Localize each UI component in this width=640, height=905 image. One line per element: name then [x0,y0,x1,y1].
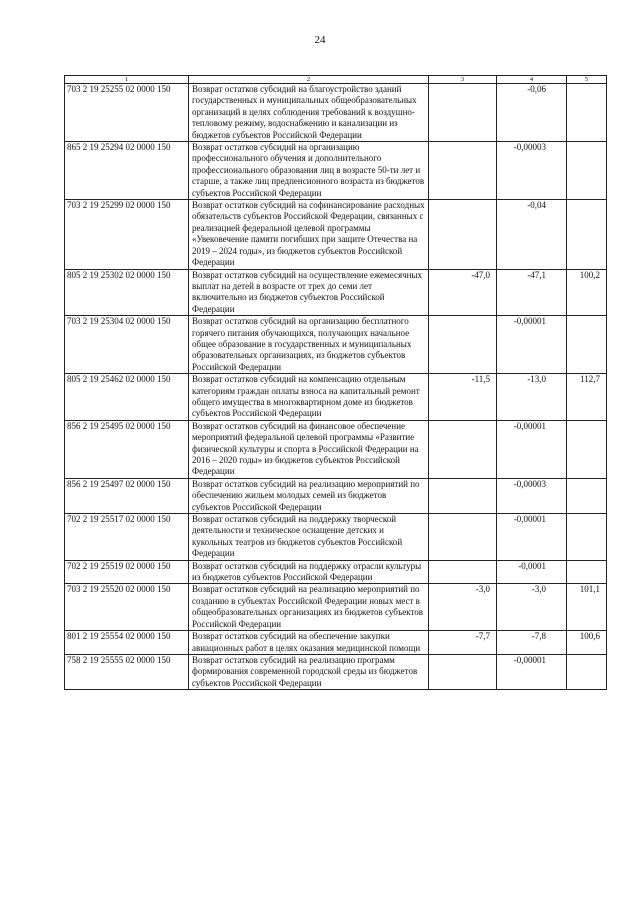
description-cell: Возврат остатков субсидий на организацию профессионального обучения и дополнительного профессионального образования лиц в возрасте 50-ти лет и старше, а также лиц предпенсионного возраста из бюджетов субъектов Российской Федерации [189,142,429,200]
column-header: 3 [429,76,497,84]
column-header: 2 [189,76,429,84]
value-col3-cell: -47,0 [429,269,497,316]
value-col4-cell: -47,1 [497,269,567,316]
budget-code-cell: 801 2 19 25554 02 0000 150 [65,631,189,655]
table-row [65,560,607,584]
percent-col5-cell: 101,1 [567,584,607,631]
column-header: 4 [497,76,567,84]
value-col4-cell: -0,04 [497,200,567,269]
value-col4-cell: -0,00001 [497,420,567,478]
value-col3-cell [429,514,497,561]
description-cell: Возврат остатков субсидий на поддержку творческой деятельности и техническое оснащение детских и кукольных театров из бюджетов субъектов Российской Федерации [189,514,429,561]
description-cell: Возврат остатков субсидий на финансовое обеспечение мероприятий федеральной целевой программы «Развитие физической культуры и спорта в Российской Федерации на 2016 – 2020 годы» из бюджетов субъектов Российской Федерации [189,420,429,478]
percent-col5-cell: 100,2 [567,269,607,316]
description-cell: Возврат остатков субсидий на осуществление ежемесячных выплат на детей в возрасте от трех до семи лет включительно из бюджетов субъектов Российской Федерации [189,269,429,316]
percent-col5-cell [567,654,607,689]
percent-col5-cell [567,142,607,200]
percent-col5-cell [567,560,607,584]
percent-col5-cell [567,478,607,513]
column-header: 5 [567,76,607,84]
budget-code-cell: 758 2 19 25555 02 0000 150 [65,654,189,689]
budget-code-cell: 856 2 19 25497 02 0000 150 [65,478,189,513]
table-header-row [65,76,607,84]
table-row [65,374,607,421]
percent-col5-cell [567,514,607,561]
value-col4-cell: -3,0 [497,584,567,631]
value-col3-cell [429,200,497,269]
description-cell: Возврат остатков субсидий на реализацию мероприятий по обеспечению жильем молодых семей из бюджетов субъектов Российской Федерации [189,478,429,513]
value-col3-cell [429,142,497,200]
table-row [65,631,607,655]
value-col4-cell: -0,00003 [497,142,567,200]
value-col3-cell [429,316,497,374]
value-col4-cell: -13,0 [497,374,567,421]
budget-code-cell: 702 2 19 25517 02 0000 150 [65,514,189,561]
description-cell: Возврат остатков субсидий на благоустройство зданий государственных и муниципальных общеобразовательных организаций в целях соблюдения требований к воздушно-тепловому режиму, водоснабжению и канализации из бюджетов субъектов Российской Федерации [189,84,429,142]
table-row [65,654,607,689]
column-header: 1 [65,76,189,84]
value-col4-cell: -0,06 [497,84,567,142]
value-col4-cell: -0,0001 [497,560,567,584]
budget-code-cell: 702 2 19 25519 02 0000 150 [65,560,189,584]
budget-code-cell: 703 2 19 25255 02 0000 150 [65,84,189,142]
value-col3-cell: -3,0 [429,584,497,631]
value-col3-cell: -11,5 [429,374,497,421]
value-col3-cell: -7,7 [429,631,497,655]
value-col4-cell: -7,8 [497,631,567,655]
table-row [65,420,607,478]
percent-col5-cell [567,200,607,269]
table-row [65,142,607,200]
value-col4-cell: -0,00001 [497,654,567,689]
table-row [65,316,607,374]
budget-code-cell: 703 2 19 25299 02 0000 150 [65,200,189,269]
percent-col5-cell [567,316,607,374]
description-cell: Возврат остатков субсидий на компенсацию отдельным категориям граждан оплаты взноса на капитальный ремонт общего имущества в многоквартирном доме из бюджетов субъектов Российской Федерации [189,374,429,421]
budget-code-cell: 805 2 19 25462 02 0000 150 [65,374,189,421]
description-cell: Возврат остатков субсидий на организацию бесплатного горячего питания обучающихся, получающих начальное общее образование в государственных и муниципальных образовательных организациях, из бюджетов субъектов Российской Федерации [189,316,429,374]
percent-col5-cell [567,420,607,478]
budget-table [64,75,607,690]
budget-code-cell: 856 2 19 25495 02 0000 150 [65,420,189,478]
value-col3-cell [429,478,497,513]
budget-code-cell: 703 2 19 25304 02 0000 150 [65,316,189,374]
value-col4-cell: -0,00001 [497,316,567,374]
value-col3-cell [429,560,497,584]
value-col4-cell: -0,00003 [497,478,567,513]
table-row [65,200,607,269]
description-cell: Возврат остатков субсидий на софинансирование расходных обязательств субъектов Российской Федерации, связанных с реализацией федеральной целевой программы «Увековечение памяти погибших при защите Отечества на 2019 – 2024 годы», из бюджетов субъектов Российской Федерации [189,200,429,269]
value-col3-cell [429,654,497,689]
table-row [65,584,607,631]
budget-code-cell: 703 2 19 25520 02 0000 150 [65,584,189,631]
table-row [65,269,607,316]
value-col3-cell [429,420,497,478]
description-cell: Возврат остатков субсидий на поддержку отрасли культуры из бюджетов субъектов Российской Федерации [189,560,429,584]
description-cell: Возврат остатков субсидий на обеспечение закупки авиационных работ в целях оказания медицинской помощи [189,631,429,655]
description-cell: Возврат остатков субсидий на реализацию программ формирования современной городской среды из бюджетов субъектов Российской Федерации [189,654,429,689]
percent-col5-cell: 112,7 [567,374,607,421]
budget-code-cell: 865 2 19 25294 02 0000 150 [65,142,189,200]
table-row [65,514,607,561]
table-row [65,84,607,142]
value-col3-cell [429,84,497,142]
percent-col5-cell [567,84,607,142]
description-cell: Возврат остатков субсидий на реализацию мероприятий по созданию в субъектах Российской Федерации новых мест в общеобразовательных организациях из бюджетов субъектов Российской Федерации [189,584,429,631]
percent-col5-cell: 100,6 [567,631,607,655]
value-col4-cell: -0,00001 [497,514,567,561]
budget-code-cell: 805 2 19 25302 02 0000 150 [65,269,189,316]
table-row [65,478,607,513]
page-number: 24 [314,34,326,46]
